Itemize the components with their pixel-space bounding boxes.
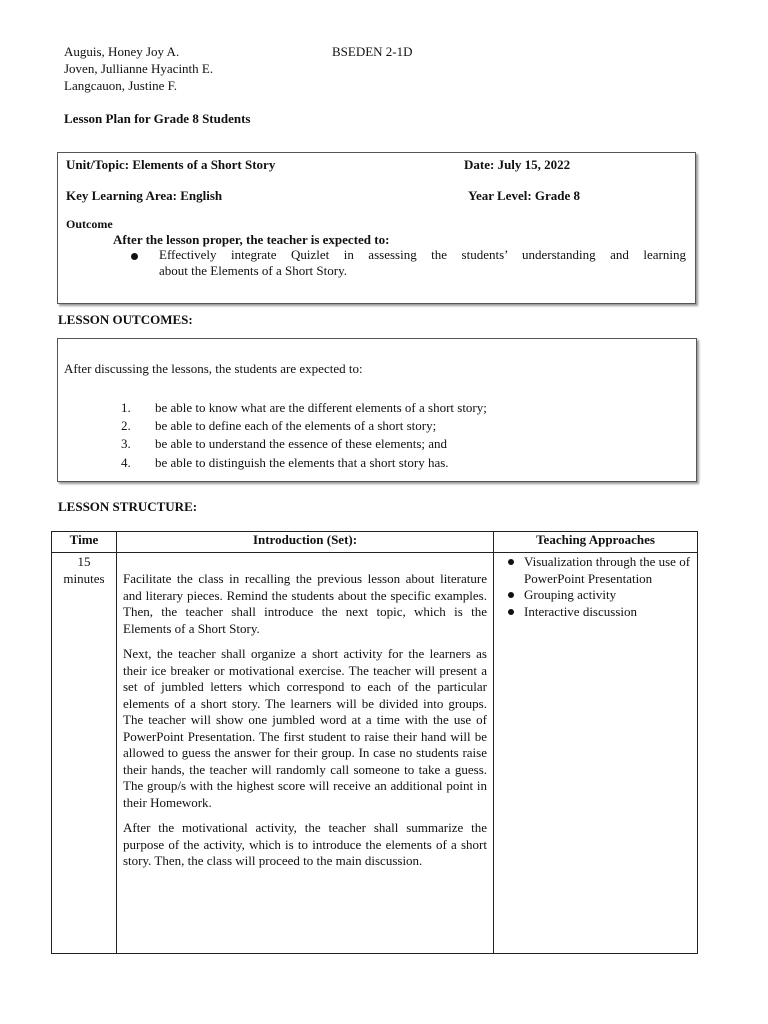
time-cell (52, 553, 117, 954)
table-row (52, 553, 698, 954)
author-name-3: Langcauon, Justine F. (64, 78, 178, 93)
introduction-paragraph: Facilitate the class in recalling the previous lesson about literature and literary pieces. Remind the students about the specific examples. Then, the teacher shall introduce the next topic, which is the Elements of a Short Story. (123, 571, 487, 636)
outcome-number: 3. (121, 436, 131, 451)
column-header-introduction: Introduction (Set): (117, 532, 494, 553)
approach-item: Interactive discussion (502, 604, 691, 621)
lesson-info-box (57, 152, 696, 304)
approaches-list (502, 554, 691, 620)
outcome-text: be able to distinguish the elements that a short story has. (155, 455, 449, 470)
column-header-time: Time (52, 532, 117, 553)
approach-item: Grouping activity (502, 587, 691, 604)
outcome-list-item (121, 436, 447, 452)
introduction-paragraph: Next, the teacher shall organize a short activity for the learners as their ice breaker or motivational exercise. The teacher will present a set of jumbled letters which correspond to each of the particular elements of a short story. The learners will be divided into groups. The teacher will show one jumbled word at a time with the use of PowerPoint Presentation. The first student to raise their hand will be allowed to guess the answer for their group. In case no students raise their hands, the teacher will randomly call someone to take a guess. The group/s with the highest score will receive an additional point in their Homework. (123, 646, 487, 810)
outcome-number: 1. (121, 400, 131, 415)
outcome-list-item (121, 455, 449, 471)
table-header-row (52, 532, 698, 553)
key-learning-area: Key Learning Area: English (66, 188, 223, 203)
year-level: Year Level: Grade 8 (468, 188, 581, 203)
unit-topic: Unit/Topic: Elements of a Short Story (66, 157, 276, 172)
page-title: Lesson Plan for Grade 8 Students (64, 111, 251, 126)
outcome-label: Outcome (66, 217, 113, 231)
outcome-item-line1: Effectively integrate Quizlet in assessing the students’ understanding and learning (159, 247, 686, 262)
outcome-number: 2. (121, 418, 131, 433)
introduction-paragraph: After the motivational activity, the teacher shall summarize the purpose of the activity, which is to introduce the elements of a short story. Then, the class will proceed to the main discussion. (123, 820, 487, 868)
outcome-item-line2: about the Elements of a Short Story. (159, 263, 347, 278)
section-code: BSEDEN 2-1D (332, 44, 413, 59)
time-unit: minutes (63, 570, 105, 586)
approach-item: Visualization through the use of PowerPoint Presentation (502, 554, 691, 587)
outcome-text: be able to know what are the different elements of a short story; (155, 400, 487, 415)
introduction-cell (117, 553, 494, 954)
bullet-icon (131, 253, 138, 260)
lesson-date: Date: July 15, 2022 (464, 157, 571, 172)
time-value: 15 (77, 554, 91, 569)
outcomes-intro: After discussing the lessons, the students are expected to: (64, 361, 363, 376)
author-name-2: Joven, Jullianne Hyacinth E. (64, 61, 214, 76)
outcome-list-item (121, 418, 436, 434)
author-name-1: Auguis, Honey Joy A. (64, 44, 180, 59)
outcome-text: be able to define each of the elements of a short story; (155, 418, 437, 433)
outcome-text: be able to understand the essence of these elements; and (155, 436, 448, 451)
lesson-outcomes-box (57, 338, 697, 482)
lesson-structure-table (51, 531, 698, 954)
outcome-number: 4. (121, 455, 131, 470)
lesson-structure-heading: LESSON STRUCTURE: (58, 499, 198, 514)
lesson-outcomes-heading: LESSON OUTCOMES: (58, 312, 193, 327)
approaches-cell (494, 553, 698, 954)
outcome-list-item (121, 400, 487, 416)
outcome-intro: After the lesson proper, the teacher is expected to: (113, 232, 390, 247)
column-header-approaches: Teaching Approaches (494, 532, 698, 553)
